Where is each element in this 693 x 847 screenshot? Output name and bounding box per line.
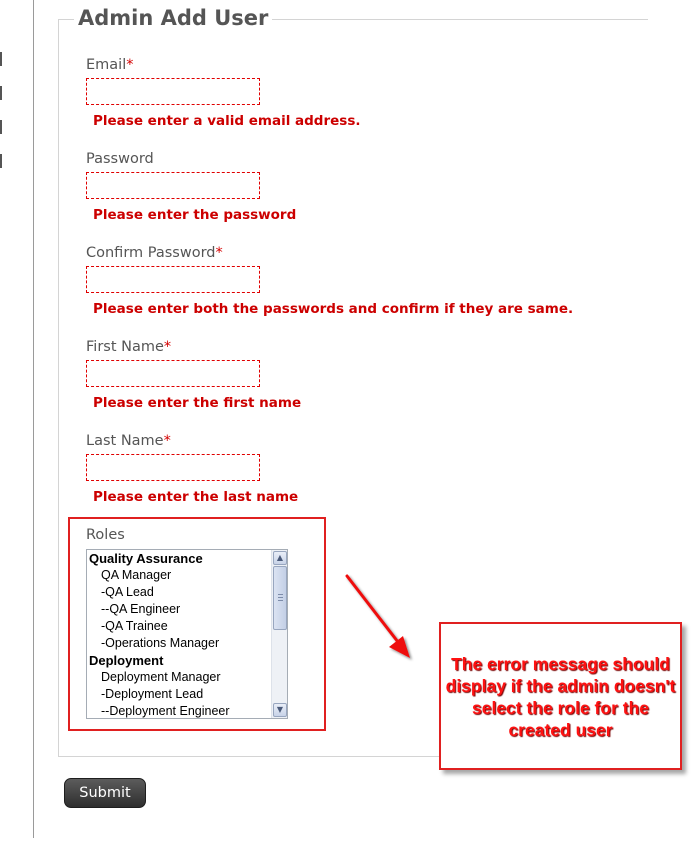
annotation-text: The error message should display if the admin doesn't select the role for the created user [445, 654, 676, 740]
edge-tick [0, 120, 2, 134]
confirm-password-label: Confirm Password* [86, 245, 223, 261]
password-field[interactable] [86, 172, 260, 199]
roles-select[interactable] [86, 549, 288, 719]
annotation-callout [439, 622, 682, 770]
edge-tick [0, 52, 2, 66]
role-option-deployment-engineer[interactable]: --Deployment Engineer [101, 704, 230, 718]
first-name-field[interactable] [86, 360, 260, 387]
grip-line [278, 597, 283, 598]
required-marker: * [215, 245, 223, 261]
password-label: Password [86, 151, 154, 167]
role-option-qa-engineer[interactable]: --QA Engineer [101, 602, 181, 616]
first-name-error: Please enter the first name [93, 395, 302, 411]
role-group-quality-assurance: Quality Assurance [89, 551, 203, 566]
annotation-arrow-icon [340, 570, 420, 670]
role-option-deployment-manager[interactable]: Deployment Manager [101, 670, 221, 684]
role-option-qa-lead[interactable]: -QA Lead [101, 585, 154, 599]
last-name-error: Please enter the last name [93, 489, 299, 505]
scroll-down-icon[interactable]: ▼ [273, 703, 287, 717]
confirm-password-error: Please enter both the passwords and confirm if they are same. [93, 301, 574, 317]
edge-tick [0, 86, 2, 100]
edge-tick [0, 154, 2, 168]
required-marker: * [163, 433, 171, 449]
submit-button[interactable]: Submit [64, 778, 146, 808]
role-option-deployment-lead[interactable]: -Deployment Lead [101, 687, 204, 701]
password-error: Please enter the password [93, 207, 297, 223]
grip-line [278, 600, 283, 601]
email-field[interactable] [86, 78, 260, 105]
required-marker: * [126, 57, 134, 73]
last-name-field[interactable] [86, 454, 260, 481]
confirm-password-field[interactable] [86, 266, 260, 293]
required-marker: * [163, 339, 172, 355]
roles-options [89, 550, 271, 719]
page-left-border [33, 0, 34, 838]
roles-scrollbar[interactable] [271, 550, 287, 718]
roles-label: Roles [86, 527, 125, 543]
first-name-label: First Name* [86, 339, 172, 355]
email-label: Email* [86, 57, 134, 73]
role-option-qa-trainee[interactable]: -QA Trainee [101, 619, 168, 633]
role-option-operations-manager[interactable]: -Operations Manager [101, 636, 220, 650]
last-name-label: Last Name* [86, 433, 171, 449]
role-option-qa-manager[interactable]: QA Manager [101, 568, 172, 582]
form-title: Admin Add User [74, 6, 272, 30]
role-group-deployment: Deployment [89, 653, 164, 668]
grip-line [278, 594, 283, 595]
scroll-thumb[interactable] [273, 566, 287, 630]
scroll-up-icon[interactable]: ▲ [273, 551, 287, 565]
email-error: Please enter a valid email address. [93, 113, 361, 129]
